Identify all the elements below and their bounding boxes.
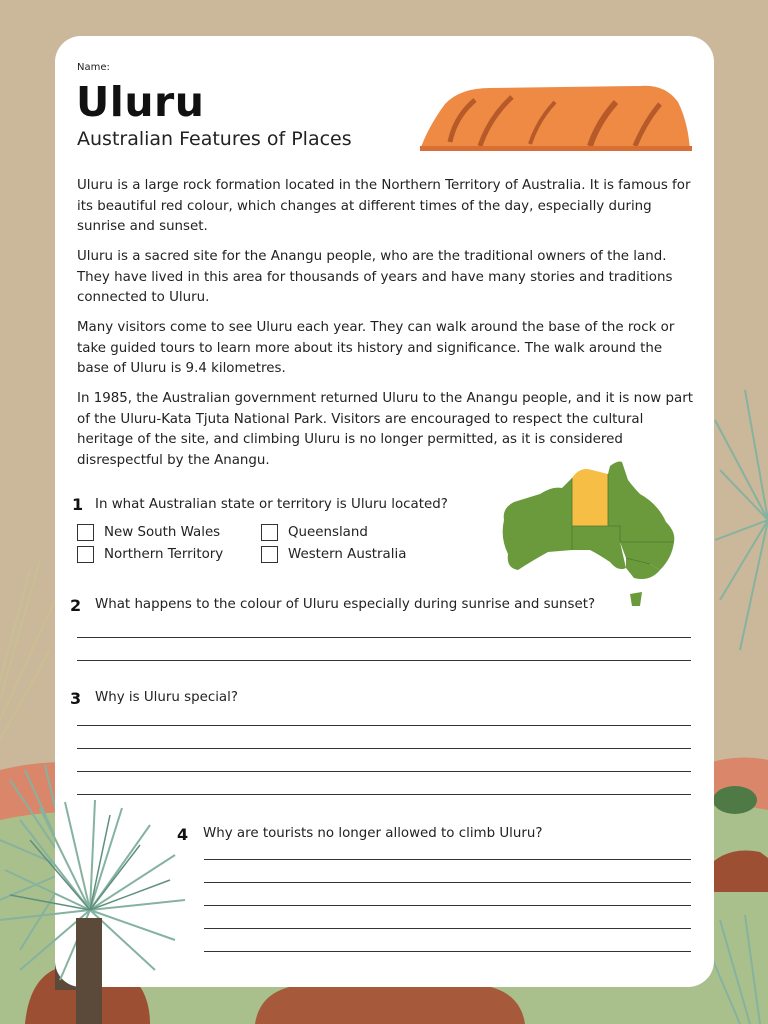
- paragraph-4: In 1985, the Australian government returned Uluru to the Anangu people, and it is now part of the Uluru-Kata Tjuta National Park. Visitors are encouraged to respect the cultural heritage of the site, and climbing Uluru is no longer permitted, as it is considered disrespectful by the Anangu.: [77, 391, 693, 468]
- paragraph-3: Many visitors come to see Uluru each year. They can walk around the base of the rock or take guided tours to learn more about its history and significance. The walk around the base of Uluru is 9.4 kilometres.: [77, 320, 675, 376]
- checkbox[interactable]: [77, 546, 94, 563]
- uluru-rock-icon: [420, 82, 692, 152]
- name-label: Name:: [77, 62, 110, 73]
- question-4-text: Why are tourists no longer allowed to climb Uluru?: [203, 826, 543, 841]
- answer-line[interactable]: [77, 725, 691, 726]
- option-western-australia[interactable]: [261, 546, 406, 563]
- page-title: Uluru: [76, 78, 205, 126]
- checkbox[interactable]: [261, 524, 278, 541]
- checkbox[interactable]: [77, 524, 94, 541]
- question-2-number: 2: [70, 596, 82, 615]
- paragraph-2: Uluru is a sacred site for the Anangu people, who are the traditional owners of the land. They have lived in this area for thousands of years and have many stories and traditions connected to Uluru.: [77, 249, 673, 305]
- answer-line[interactable]: [77, 748, 691, 749]
- option-label: Queensland: [288, 525, 368, 540]
- answer-line[interactable]: [204, 859, 691, 860]
- paragraph-1: Uluru is a large rock formation located in the Northern Territory of Australia. It is famous for its beautiful red colour, which changes at different times of the day, especially during sunrise and sunset.: [77, 178, 691, 234]
- answer-line[interactable]: [77, 660, 691, 661]
- page-subtitle: Australian Features of Places: [77, 128, 352, 150]
- question-3-number: 3: [70, 689, 82, 708]
- question-4-number: 4: [177, 825, 189, 844]
- option-label: New South Wales: [104, 525, 221, 540]
- answer-line[interactable]: [204, 882, 691, 883]
- answer-line[interactable]: [77, 794, 691, 795]
- question-2-text: What happens to the colour of Uluru especially during sunrise and sunset?: [95, 597, 596, 612]
- answer-line[interactable]: [204, 928, 691, 929]
- option-new-south-wales[interactable]: [77, 524, 220, 541]
- checkbox[interactable]: [261, 546, 278, 563]
- option-northern-territory[interactable]: [77, 546, 223, 563]
- australia-map-icon: [500, 458, 680, 610]
- option-label: Northern Territory: [104, 547, 224, 562]
- answer-line[interactable]: [77, 771, 691, 772]
- answer-line[interactable]: [77, 637, 691, 638]
- answer-line[interactable]: [204, 905, 691, 906]
- grass-tree-icon: [0, 800, 190, 1024]
- question-3-text: Why is Uluru special?: [95, 690, 238, 705]
- option-queensland[interactable]: [261, 524, 368, 541]
- answer-line[interactable]: [204, 951, 691, 952]
- question-1-number: 1: [72, 495, 84, 514]
- option-label: Western Australia: [288, 547, 407, 562]
- question-1-text: In what Australian state or territory is Uluru located?: [95, 497, 448, 512]
